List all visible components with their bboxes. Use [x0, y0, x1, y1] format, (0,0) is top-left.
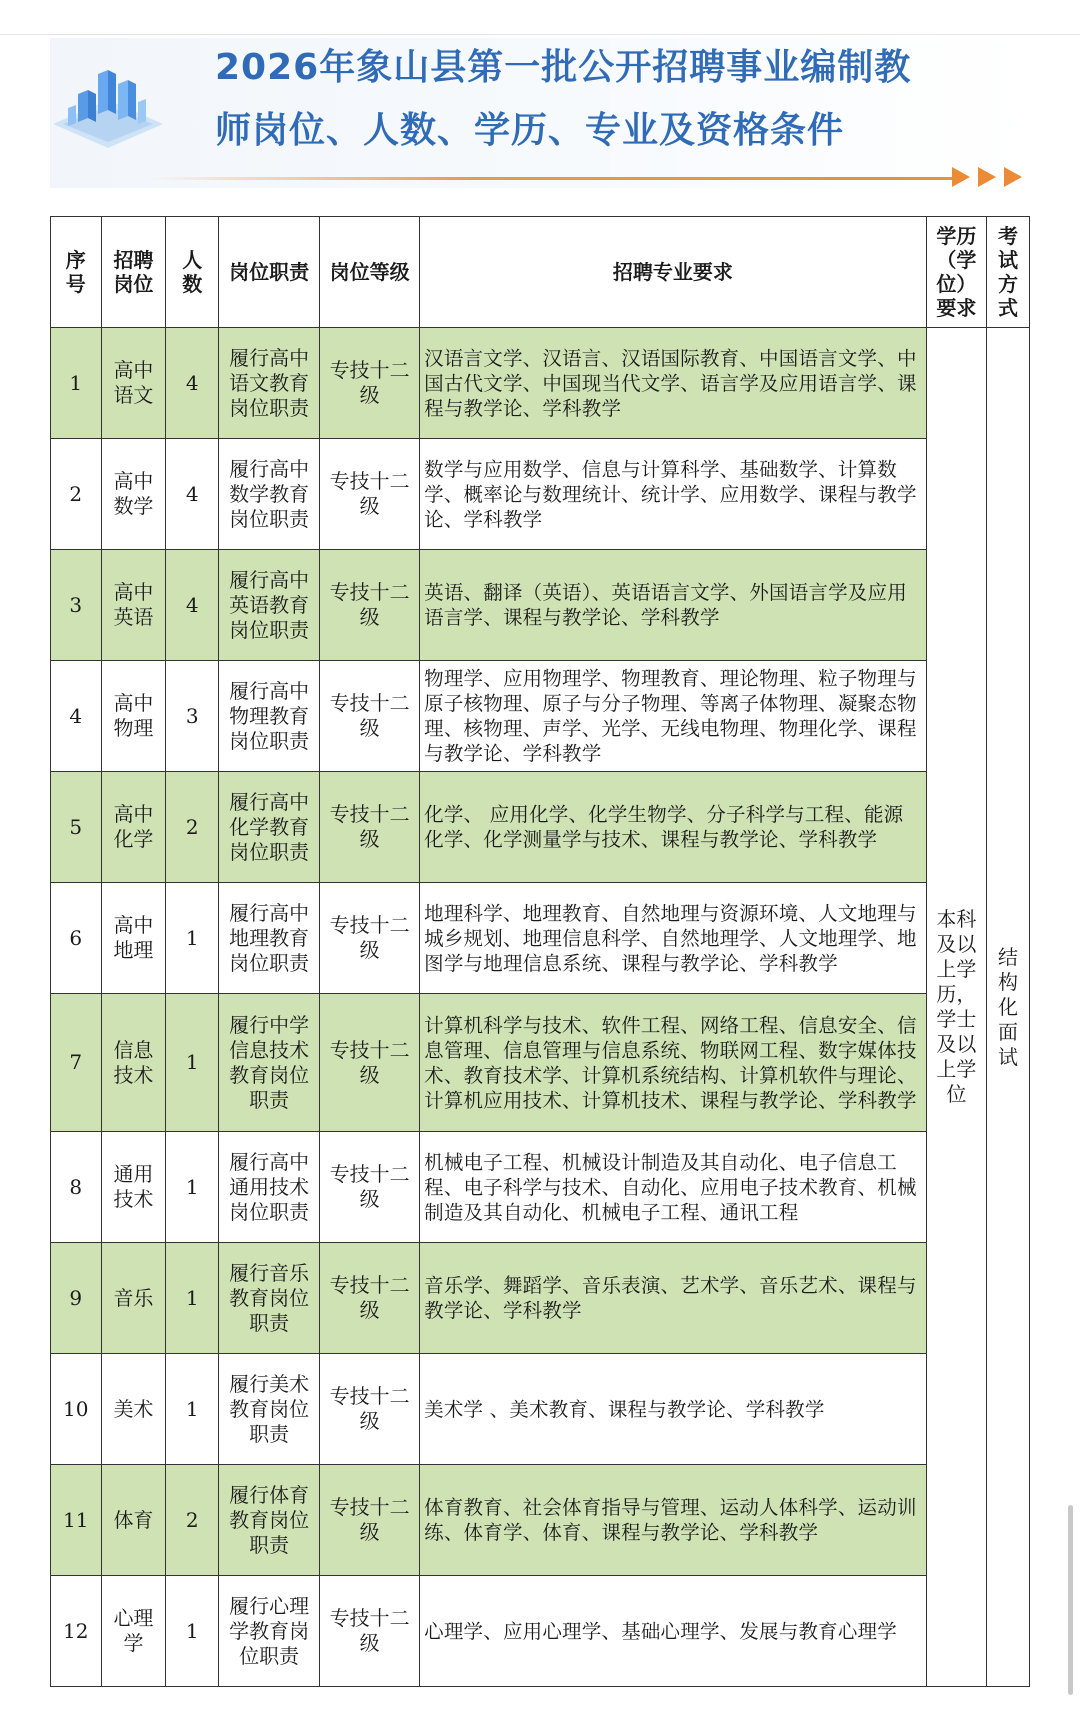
row-count: 4 [166, 328, 219, 439]
row-count: 1 [166, 1354, 219, 1465]
row-no: 10 [51, 1354, 102, 1465]
header-post: 招聘岗位 [101, 217, 166, 328]
row-post: 高中地理 [101, 883, 166, 994]
row-level: 专技十二级 [320, 994, 420, 1132]
table-row [51, 1243, 1030, 1354]
row-no: 2 [51, 439, 102, 550]
recruitment-table [50, 216, 1030, 1687]
row-no: 4 [51, 661, 102, 772]
table-row [51, 661, 1030, 772]
table-row [51, 1132, 1030, 1243]
row-duty: 履行高中语文教育岗位职责 [219, 328, 320, 439]
table-header-row [51, 217, 1030, 328]
header-level: 岗位等级 [320, 217, 420, 328]
row-count: 1 [166, 1132, 219, 1243]
row-count: 3 [166, 661, 219, 772]
header-duty: 岗位职责 [219, 217, 320, 328]
row-duty: 履行美术教育岗位职责 [219, 1354, 320, 1465]
row-no: 9 [51, 1243, 102, 1354]
header-count: 人数 [166, 217, 219, 328]
row-level: 专技十二级 [320, 1354, 420, 1465]
row-level: 专技十二级 [320, 883, 420, 994]
row-no: 5 [51, 772, 102, 883]
row-post: 高中物理 [101, 661, 166, 772]
header-education: 学历（学位）要求 [926, 217, 986, 328]
row-post: 美术 [101, 1354, 166, 1465]
row-no: 11 [51, 1465, 102, 1576]
table-row [51, 1354, 1030, 1465]
row-post: 高中英语 [101, 550, 166, 661]
row-post: 音乐 [101, 1243, 166, 1354]
exam-method: 结构化面试 [987, 328, 1030, 1687]
table-row [51, 883, 1030, 994]
row-no: 6 [51, 883, 102, 994]
row-majors: 化学、 应用化学、化学生物学、分子科学与工程、能源化学、化学测量学与技术、课程与教学论、学科教学 [420, 772, 927, 883]
row-post: 信息技术 [101, 994, 166, 1132]
row-duty: 履行中学信息技术教育岗位职责 [219, 994, 320, 1132]
row-post: 高中化学 [101, 772, 166, 883]
row-duty: 履行高中化学教育岗位职责 [219, 772, 320, 883]
row-level: 专技十二级 [320, 328, 420, 439]
table-row [51, 772, 1030, 883]
table-row [51, 439, 1030, 550]
row-count: 2 [166, 1465, 219, 1576]
row-post: 通用技术 [101, 1132, 166, 1243]
row-majors: 物理学、应用物理学、物理教育、理论物理、粒子物理与原子核物理、原子与分子物理、等离子体物理、凝聚态物理、核物理、声学、光学、无线电物理、物理化学、课程与教学论、学科教学 [420, 661, 927, 772]
title-line-2: 师岗位、人数、学历、专业及资格条件 [215, 110, 845, 151]
row-duty: 履行心理学教育岗位职责 [219, 1576, 320, 1687]
row-duty: 履行高中地理教育岗位职责 [219, 883, 320, 994]
row-duty: 履行体育教育岗位职责 [219, 1465, 320, 1576]
row-post: 高中数学 [101, 439, 166, 550]
title-underline [150, 177, 952, 180]
header-majors: 招聘专业要求 [420, 217, 927, 328]
row-majors: 汉语言文学、汉语言、汉语国际教育、中国语言文学、中国古代文学、中国现当代文学、语言学及应用语言学、课程与教学论、学科教学 [420, 328, 927, 439]
row-count: 2 [166, 772, 219, 883]
row-majors: 计算机科学与技术、软件工程、网络工程、信息安全、信息管理、信息管理与信息系统、物联网工程、数字媒体技术、教育技术学、计算机系统结构、计算机软件与理论、计算机应用技术、计算机技术、课程与教学论、学科教学 [420, 994, 927, 1132]
row-count: 1 [166, 1576, 219, 1687]
education-requirement: 本科及以上学历，学士及以上学位 [926, 328, 986, 1687]
row-majors: 地理科学、地理教育、自然地理与资源环境、人文地理与城乡规划、地理信息科学、自然地理学、人文地理学、地图学与地理信息系统、课程与教学论、学科教学 [420, 883, 927, 994]
row-level: 专技十二级 [320, 1243, 420, 1354]
row-post: 体育 [101, 1465, 166, 1576]
row-majors: 体育教育、社会体育指导与管理、运动人体科学、运动训练、体育学、体育、课程与教学论、学科教学 [420, 1465, 927, 1576]
row-majors: 美术学 、美术教育、课程与教学论、学科教学 [420, 1354, 927, 1465]
row-count: 4 [166, 439, 219, 550]
row-post: 高中语文 [101, 328, 166, 439]
table-row [51, 994, 1030, 1132]
row-no: 1 [51, 328, 102, 439]
row-duty: 履行音乐教育岗位职责 [219, 1243, 320, 1354]
scrollbar[interactable] [1068, 1505, 1073, 1695]
row-majors: 数学与应用数学、信息与计算科学、基础数学、计算数学、概率论与数理统计、统计学、应用数学、课程与教学论、学科教学 [420, 439, 927, 550]
triple-arrow-icon [952, 165, 1034, 189]
top-divider [0, 34, 1080, 35]
row-count: 4 [166, 550, 219, 661]
row-level: 专技十二级 [320, 772, 420, 883]
row-no: 8 [51, 1132, 102, 1243]
row-level: 专技十二级 [320, 661, 420, 772]
page-title [215, 36, 1015, 162]
row-no: 12 [51, 1576, 102, 1687]
row-level: 专技十二级 [320, 550, 420, 661]
row-no: 3 [51, 550, 102, 661]
row-majors: 英语、翻译（英语）、英语语言文学、外国语言学及应用语言学、课程与教学论、学科教学 [420, 550, 927, 661]
row-majors: 音乐学、舞蹈学、音乐表演、艺术学、音乐艺术、课程与教学论、学科教学 [420, 1243, 927, 1354]
table-row [51, 550, 1030, 661]
row-level: 专技十二级 [320, 1132, 420, 1243]
row-count: 1 [166, 883, 219, 994]
table-row [51, 1465, 1030, 1576]
row-count: 1 [166, 1243, 219, 1354]
table-row [51, 1576, 1030, 1687]
bar-chart-isometric-icon [48, 62, 168, 152]
row-duty: 履行高中数学教育岗位职责 [219, 439, 320, 550]
row-level: 专技十二级 [320, 1576, 420, 1687]
row-duty: 履行高中通用技术岗位职责 [219, 1132, 320, 1243]
header-exam: 考试方式 [987, 217, 1030, 328]
row-no: 7 [51, 994, 102, 1132]
row-level: 专技十二级 [320, 1465, 420, 1576]
row-duty: 履行高中英语教育岗位职责 [219, 550, 320, 661]
row-duty: 履行高中物理教育岗位职责 [219, 661, 320, 772]
row-majors: 机械电子工程、机械设计制造及其自动化、电子信息工程、电子科学与技术、自动化、应用电子技术教育、机械制造及其自动化、机械电子工程、通讯工程 [420, 1132, 927, 1243]
header-no: 序号 [51, 217, 102, 328]
table-row [51, 328, 1030, 439]
row-level: 专技十二级 [320, 439, 420, 550]
row-count: 1 [166, 994, 219, 1132]
row-post: 心理学 [101, 1576, 166, 1687]
title-line-1: 2026年象山县第一批公开招聘事业编制教 [215, 47, 912, 88]
row-majors: 心理学、应用心理学、基础心理学、发展与教育心理学 [420, 1576, 927, 1687]
